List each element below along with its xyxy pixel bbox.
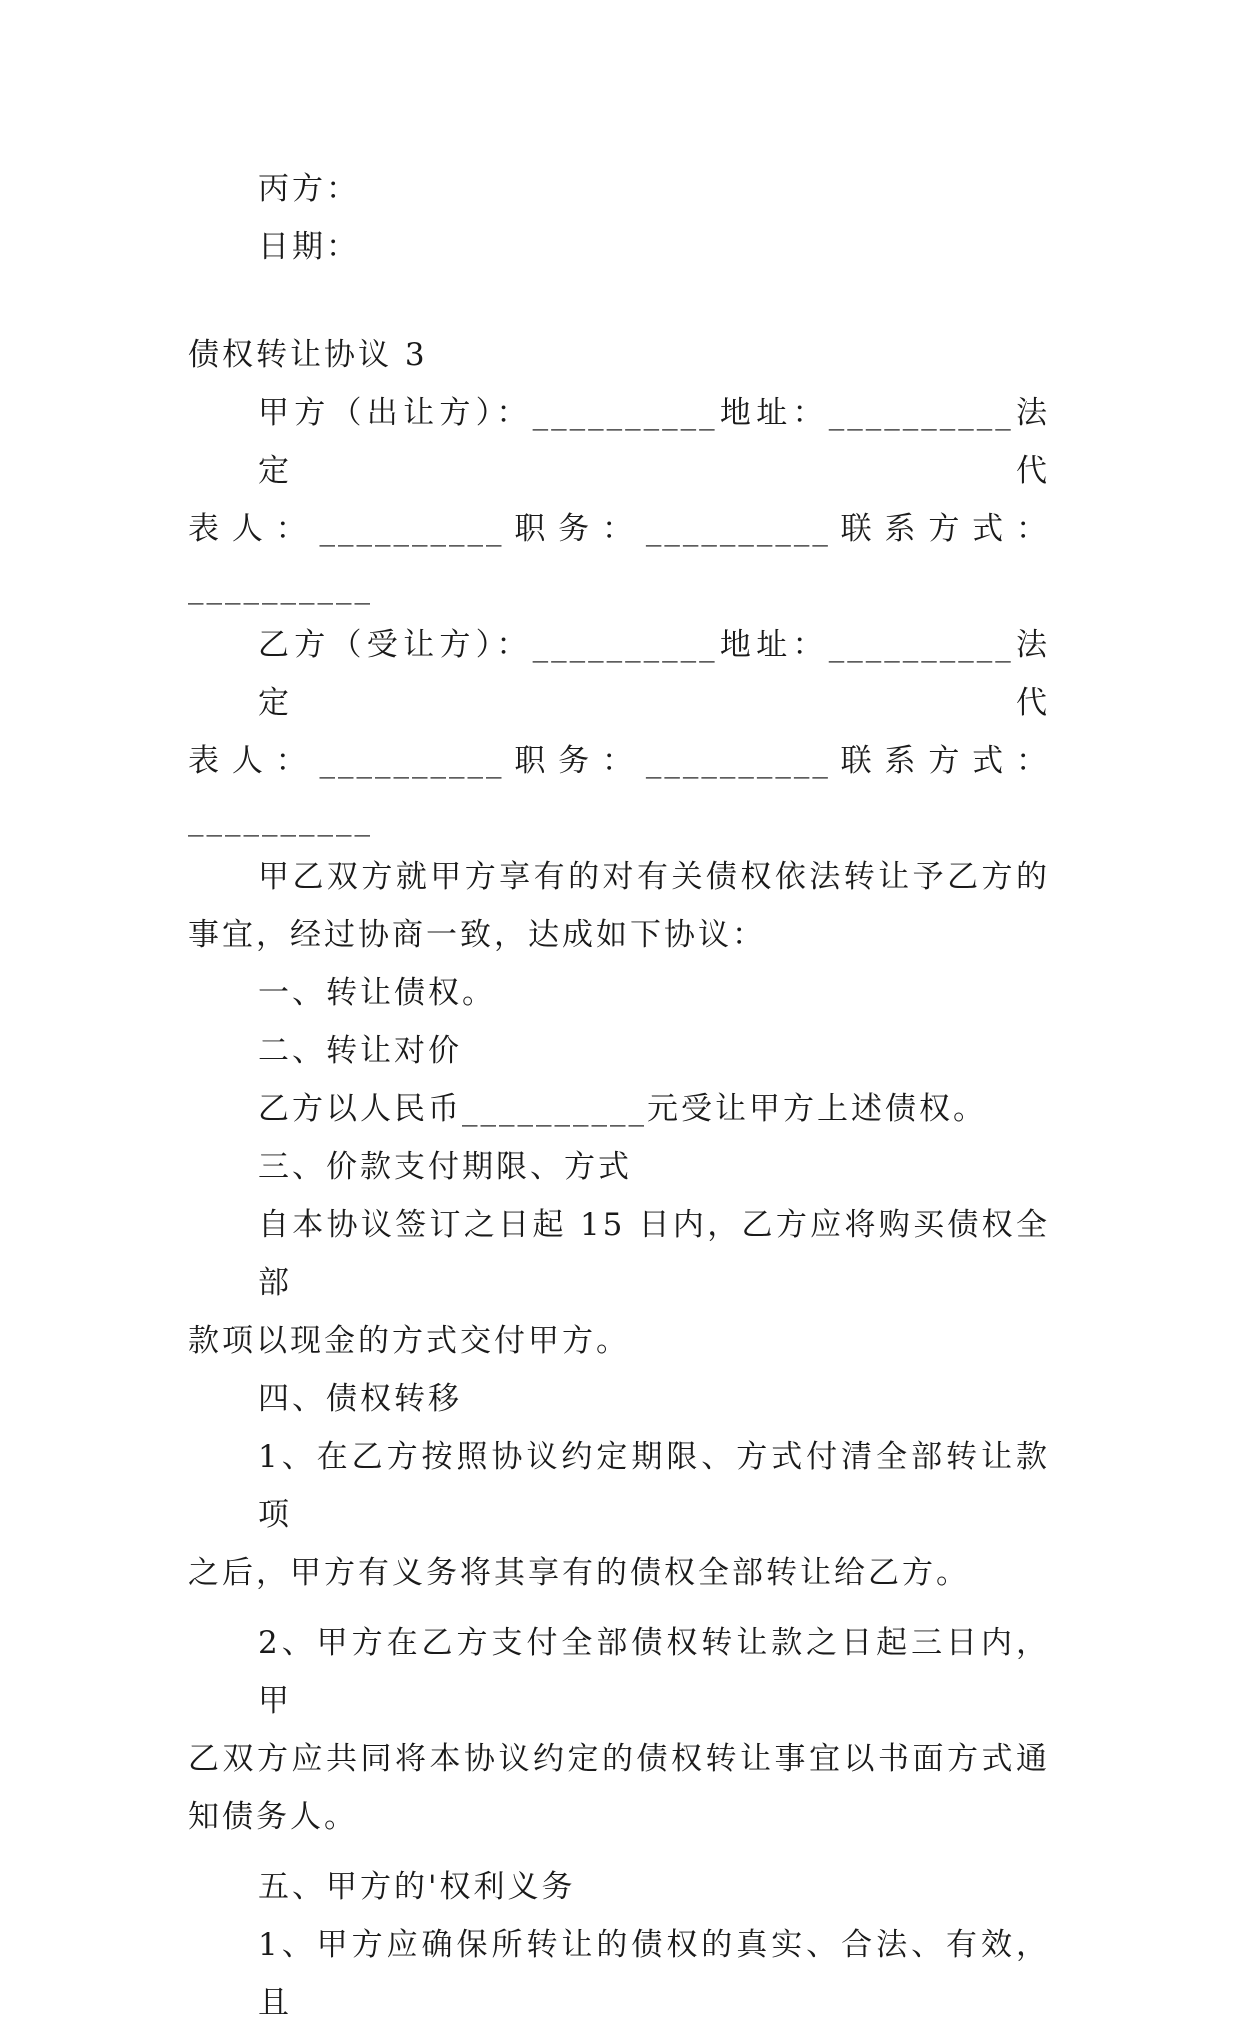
section-5-item-1-line-1: 1、甲方应确保所转让的债权的真实、合法、有效，且 — [258, 1927, 1050, 2021]
section-2-body: 乙方以人民币__________元受让甲方上述债权。 — [258, 1091, 987, 1127]
preamble-line-2: 事宜，经过协商一致，达成如下协议： — [188, 917, 766, 953]
party-a-line-2: 表人：__________职务：__________联系方式：__________ — [188, 511, 1050, 605]
section-3-heading: 三、价款支付期限、方式 — [258, 1149, 632, 1185]
date-line: 日期： — [258, 229, 360, 265]
section-5-heading: 五、甲方的'权利义务 — [258, 1869, 576, 1905]
section-4-item-2-line-1: 2、甲方在乙方支付全部债权转让款之日起三日内，甲 — [258, 1625, 1050, 1719]
section-4-item-2-line-2: 乙双方应共同将本协议约定的债权转让事宜以书面方式通 — [188, 1741, 1050, 1777]
document-page — [188, 160, 1050, 2032]
section-4-item-2-line-3: 知债务人。 — [188, 1799, 358, 1835]
section-2-heading: 二、转让对价 — [258, 1033, 462, 1069]
section-3-body-line-1: 自本协议签订之日起 15 日内，乙方应将购买债权全部 — [258, 1207, 1050, 1301]
section-4-item-1-line-1: 1、在乙方按照协议约定期限、方式付清全部转让款项 — [258, 1439, 1050, 1533]
section-1-heading: 一、转让债权。 — [258, 975, 496, 1011]
party-c-line: 丙方： — [258, 171, 360, 207]
section-4-heading: 四、债权转移 — [258, 1381, 462, 1417]
section-3-body-line-2: 款项以现金的方式交付甲方。 — [188, 1323, 630, 1359]
section-4-item-1-line-2: 之后，甲方有义务将其享有的债权全部转让给乙方。 — [188, 1555, 970, 1591]
preamble-line-1: 甲乙双方就甲方享有的对有关债权依法转让予乙方的 — [258, 859, 1050, 895]
agreement-title: 债权转让协议 3 — [188, 337, 428, 373]
party-a-line-1: 甲方（出让方）：__________地址：__________法定代 — [258, 395, 1050, 489]
party-b-line-2: 表人：__________职务：__________联系方式：__________ — [188, 743, 1050, 837]
party-b-line-1: 乙方（受让方）：__________地址：__________法定代 — [258, 627, 1050, 721]
